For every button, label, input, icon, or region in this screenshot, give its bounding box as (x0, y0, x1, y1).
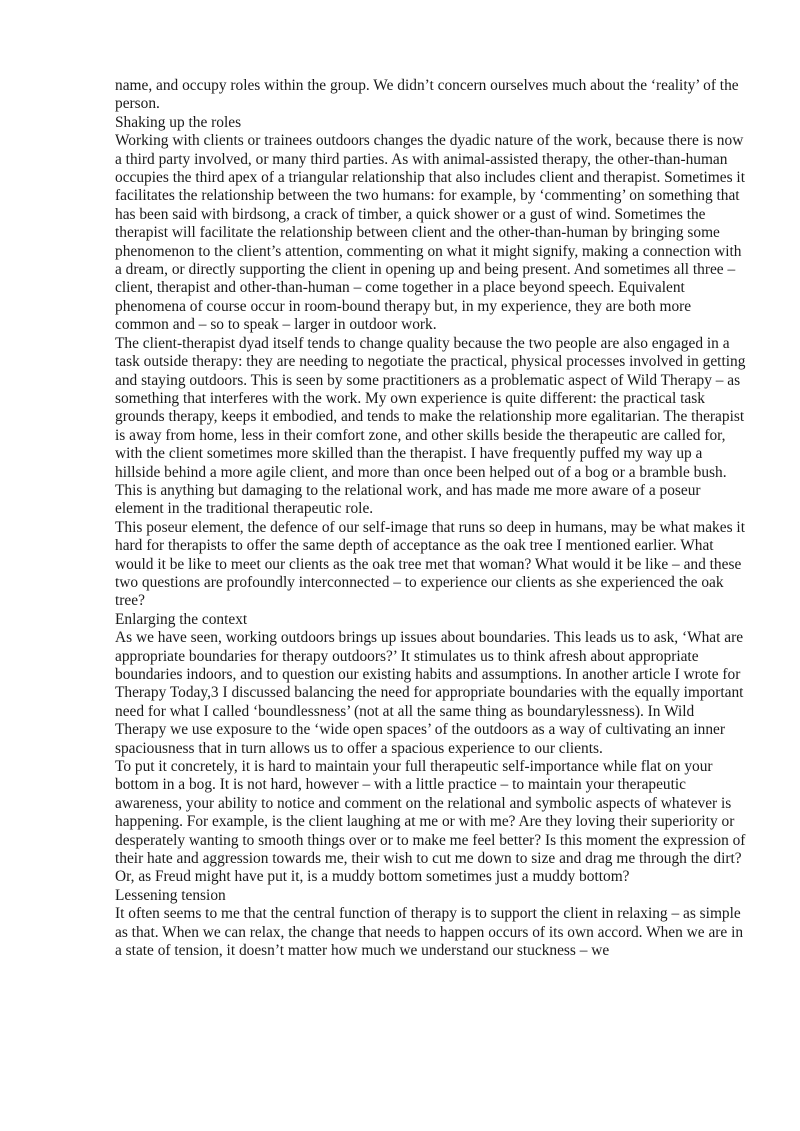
paragraph: The client-therapist dyad itself tends to change quality because the two people are also engaged in a task outside therapy: they are needing to negotiate the practical, physical processes involved in getting and staying outdoors. This is seen by some practitioners as a problematic aspect of Wild Therapy – as something that interferes with the work. My own experience is quite different: the practical task grounds therapy, keeps it embodied, and tends to make the relationship more egalitarian. The therapist is away from home, less in their comfort zone, and other skills beside the therapeutic are called for, with the client sometimes more skilled than the therapist. I have frequently puffed my way up a hillside behind a more agile client, and more than once been helped out of a bog or a bramble bush. This is anything but damaging to the relational work, and has made me more aware of a poseur element in the traditional therapeutic role. (115, 334, 746, 518)
paragraph: Working with clients or trainees outdoors changes the dyadic nature of the work, because there is now a third party involved, or many third parties. As with animal-assisted therapy, the other-than-human occupies the third apex of a triangular relationship that also includes client and therapist. Sometimes it facilitates the relationship between the two humans: for example, by ‘commenting’ on something that has been said with birdsong, a crack of timber, a quick shower or a gust of wind. Sometimes the therapist will facilitate the relationship between client and the other-than-human by bringing some phenomenon to the client’s attention, commenting on what it might signify, making a connection with a dream, or directly supporting the client in opening up and being present. And sometimes all three – client, therapist and other-than-human – come together in a place beyond speech. Equivalent phenomena of course occur in room-bound therapy but, in my experience, they are both more common and – so to speak – larger in outdoor work. (115, 132, 745, 334)
section-heading-lessening-tension: Lessening tension (115, 886, 226, 904)
paragraph: As we have seen, working outdoors brings up issues about boundaries. This leads us to ask, ‘What are appropriate boundaries for therapy outdoors?’ It stimulates us to think afresh about appropriate boundaries indoors, and to question our existing habits and assumptions. In another article I wrote for Therapy Today,3 I discussed balancing the need for appropriate boundaries with the equally important need for what I called ‘boundlessness’ (not at all the same thing as boundarylessness). In Wild Therapy we use exposure to the ‘wide open spaces’ of the outdoors as a way of cultivating an inner spaciousness that in turn allows us to offer a spacious experience to our clients. (115, 629, 744, 757)
paragraph: This poseur element, the defence of our self-image that runs so deep in humans, may be what makes it hard for therapists to offer the same depth of acceptance as the oak tree I mentioned earlier. What would it be like to meet our clients as the oak tree met that woman? What would it be like – and these two questions are profoundly interconnected – to experience our clients as she experienced the oak tree? (115, 518, 745, 610)
paragraph-continuation: name, and occupy roles within the group. We didn’t concern ourselves much about the ‘reality’ of the person. (115, 77, 739, 113)
document-page (115, 77, 747, 961)
section-heading-shaking-up-the-roles: Shaking up the roles (115, 113, 242, 131)
paragraph: To put it concretely, it is hard to maintain your full therapeutic self-importance while flat on your bottom in a bog. It is not hard, however – with a little practice – to maintain your therapeutic awareness, your ability to notice and comment on the relational and symbolic aspects of whatever is happening. For example, is the client laughing at me or with me? Are they loving their superiority or desperately wanting to smooth things over or to make me feel better? Is this moment the expression of their hate and aggression towards me, their wish to cut me down to size and drag me through the dirt? Or, as Freud might have put it, is a muddy bottom sometimes just a muddy bottom? (115, 758, 746, 886)
section-heading-enlarging-the-context: Enlarging the context (115, 610, 248, 628)
paragraph: It often seems to me that the central function of therapy is to support the client in relaxing – as simple as that. When we can relax, the change that needs to happen occurs of its own accord. When we are in a state of tension, it doesn’t matter how much we understand our stuckness – we (115, 905, 744, 960)
